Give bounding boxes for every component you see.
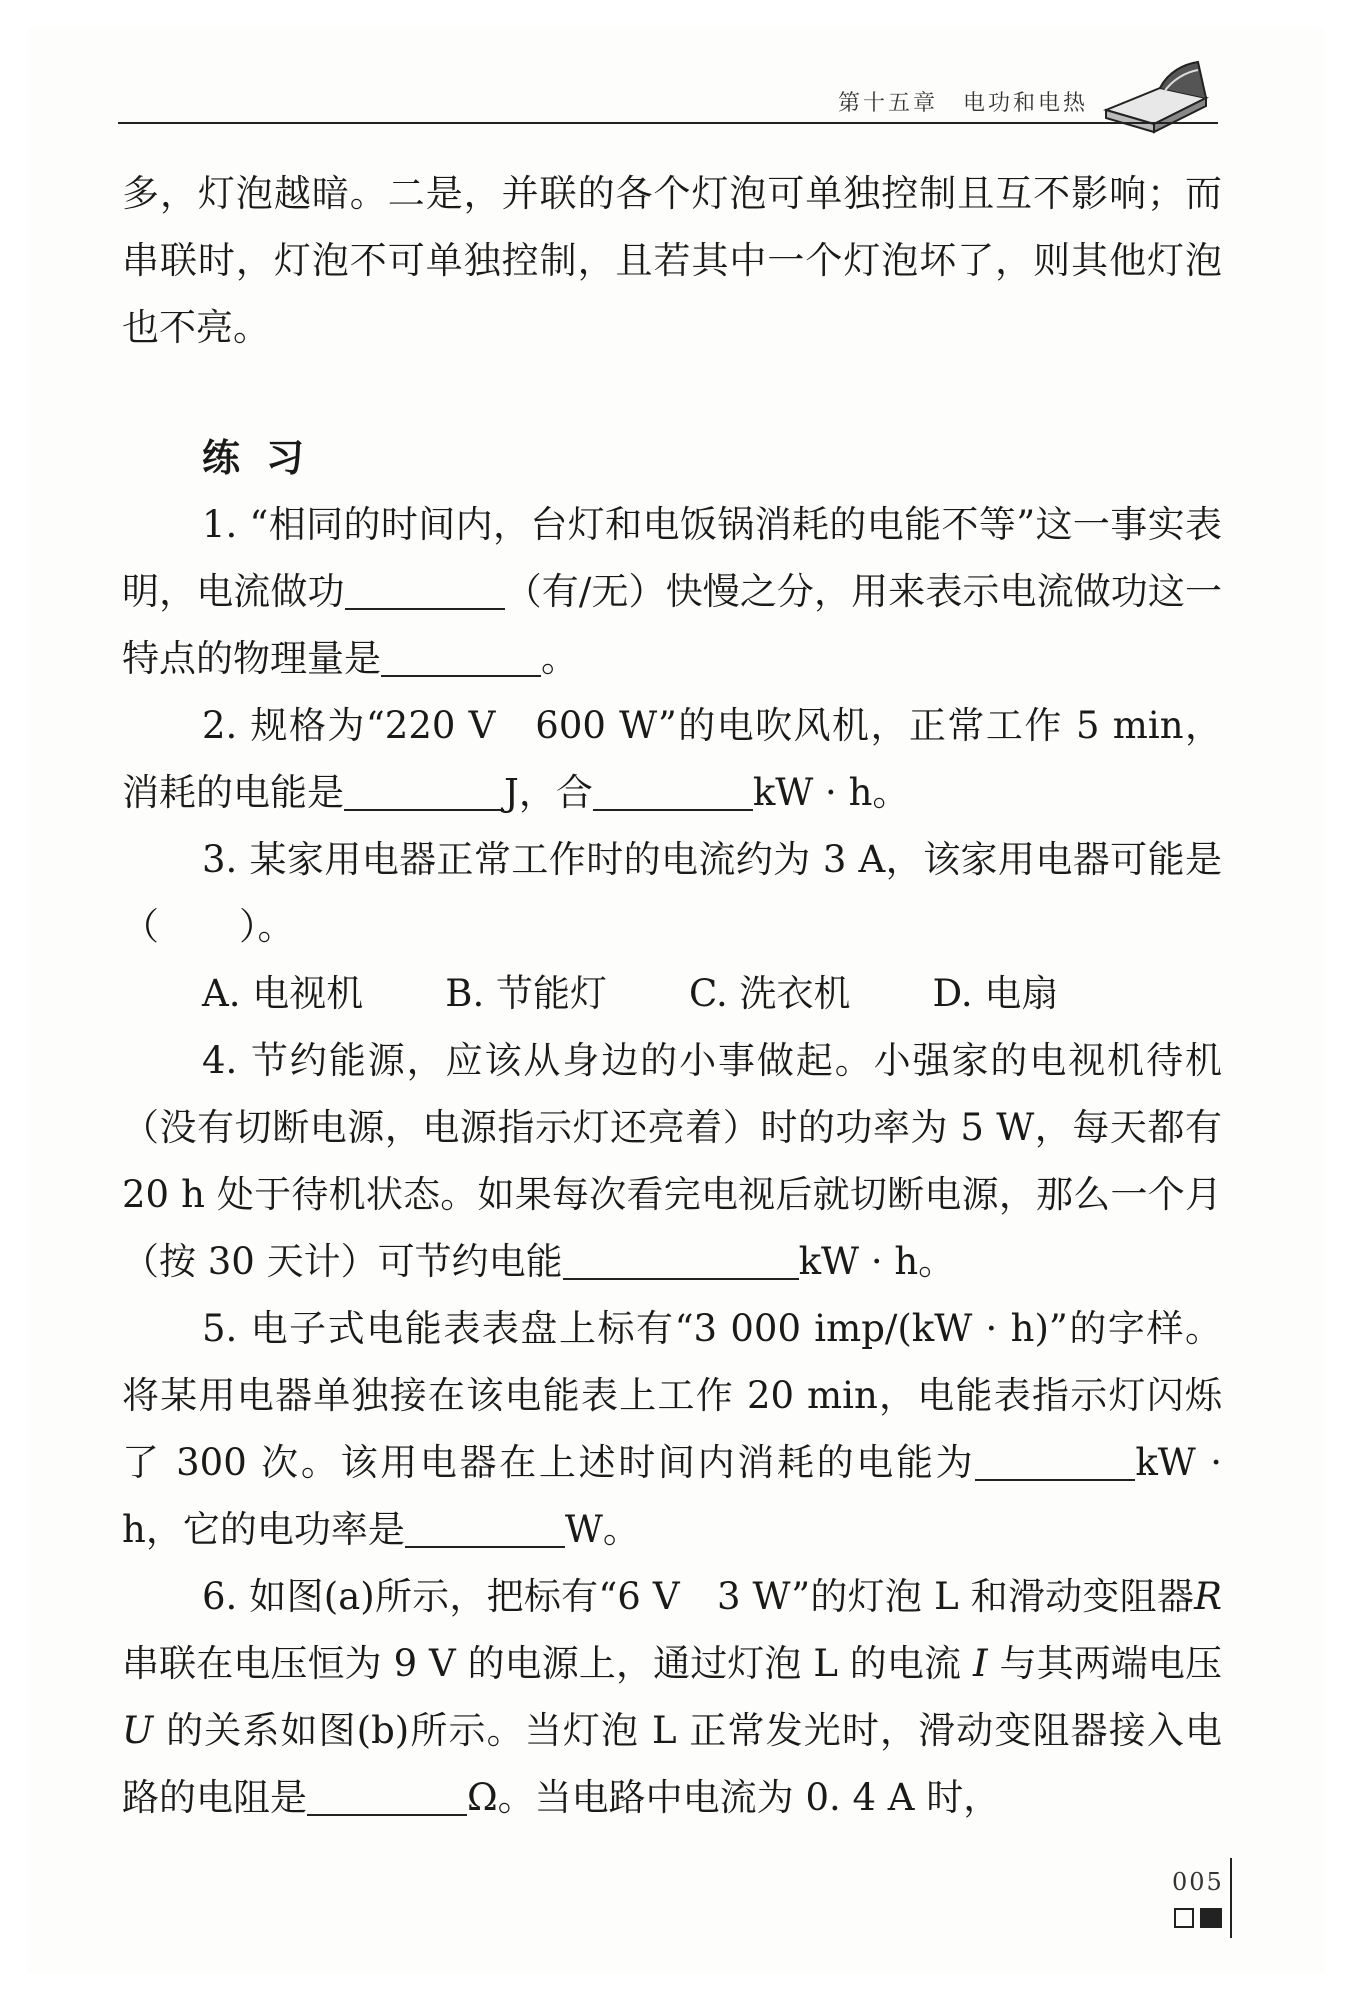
- answer-blank[interactable]: [975, 1439, 1135, 1481]
- q5-text-c: W。: [564, 1508, 640, 1551]
- question-2: [122, 692, 1222, 826]
- answer-blank[interactable]: [563, 1238, 799, 1280]
- q3-options: [122, 960, 1222, 1027]
- option-a: A. 电视机: [202, 972, 364, 1015]
- q3-text-a: 3. 某家用电器正常工作时的电流约为 3 A，该家用电器可能是（: [122, 838, 1222, 948]
- page-body: [122, 160, 1222, 1831]
- question-5: [122, 1295, 1222, 1563]
- question-3: [122, 826, 1222, 960]
- q1-text-a: 1. “相同的时间内，台灯和电饭锅消耗的电能不等”这一事实表明，电流做功: [122, 503, 1222, 613]
- variable-u: U: [122, 1709, 154, 1752]
- section-title: 练习: [202, 435, 331, 480]
- q1-text-b: （有/无）快慢之分，用来表示电流做功这一特点的物理量是: [122, 570, 1223, 680]
- question-6: [122, 1563, 1222, 1831]
- q2-text-a: 2. 规格为“220 V 600 W”的电吹风机，正常工作 5 min，消耗的电能是: [122, 704, 1222, 814]
- q6-text-b: 串联在电压恒为 9 V 的电源上，通过灯泡 L 的电流: [122, 1642, 962, 1685]
- question-4: [122, 1027, 1222, 1295]
- q5-text-b: kW · h，它的电功率是: [122, 1441, 1222, 1551]
- answer-blank[interactable]: [307, 1774, 467, 1816]
- q3-text-b: ）。: [239, 905, 295, 948]
- q4-text-a: 4. 节约能源，应该从身边的小事做起。小强家的电视机待机（没有切断电源，电源指示灯还亮着）时的功率为 5 W，每天都有 20 h 处于待机状态。如果每次看完电视后就切断电源，那么一个月（按 30 天计）可节约电能: [122, 1039, 1222, 1283]
- book-icon: [1098, 58, 1213, 136]
- page-number-rule: [1230, 1858, 1232, 1938]
- answer-blank[interactable]: [345, 568, 505, 610]
- q6-text-e: Ω。当电路中电流为 0. 4 A 时，: [467, 1776, 1001, 1819]
- answer-blank[interactable]: [381, 635, 541, 677]
- option-d: D. 电扇: [932, 972, 1059, 1015]
- option-b: B. 节能灯: [445, 972, 607, 1015]
- filled-square-icon: [1200, 1908, 1222, 1928]
- q6-text-a: 6. 如图(a)所示，把标有“6 V 3 W”的灯泡 L 和滑动变阻器: [202, 1575, 1195, 1618]
- q6-text-c: 与其两端电压: [999, 1642, 1223, 1685]
- answer-blank[interactable]: [593, 769, 753, 811]
- answer-blank[interactable]: [344, 769, 504, 811]
- running-header: [118, 58, 1218, 118]
- option-c: C. 洗衣机: [688, 972, 851, 1015]
- header-rule: [118, 122, 1218, 124]
- chapter-title: 第十五章 电功和电热: [837, 91, 1088, 116]
- q2-text-c: kW · h。: [752, 771, 910, 814]
- empty-square-icon: [1174, 1908, 1194, 1928]
- page-number: 005: [1172, 1868, 1224, 1896]
- answer-blank[interactable]: [405, 1506, 565, 1548]
- q6-text-d: 的关系如图(b)所示。当灯泡 L 正常发光时，滑动变阻器接入电路的电阻是: [122, 1709, 1222, 1819]
- q4-text-b: kW · h。: [798, 1240, 956, 1283]
- q5-text-a: 5. 电子式电能表表盘上标有“3 000 imp/(kW · h)”的字样。将某用电器单独接在该电能表上工作 20 min，电能表指示灯闪烁了 300 次。该用电器在上述时间内消耗的电能为: [122, 1307, 1222, 1484]
- variable-r: R: [1194, 1575, 1222, 1618]
- q2-text-b: J，合: [504, 771, 593, 814]
- variable-i: I: [973, 1642, 988, 1685]
- q1-text-c: 。: [541, 637, 578, 680]
- intro-paragraph: 多，灯泡越暗。二是，并联的各个灯泡可单独控制且互不影响；而串联时，灯泡不可单独控制，且若其中一个灯泡坏了，则其他灯泡也不亮。: [122, 172, 1222, 349]
- question-1: [122, 491, 1222, 692]
